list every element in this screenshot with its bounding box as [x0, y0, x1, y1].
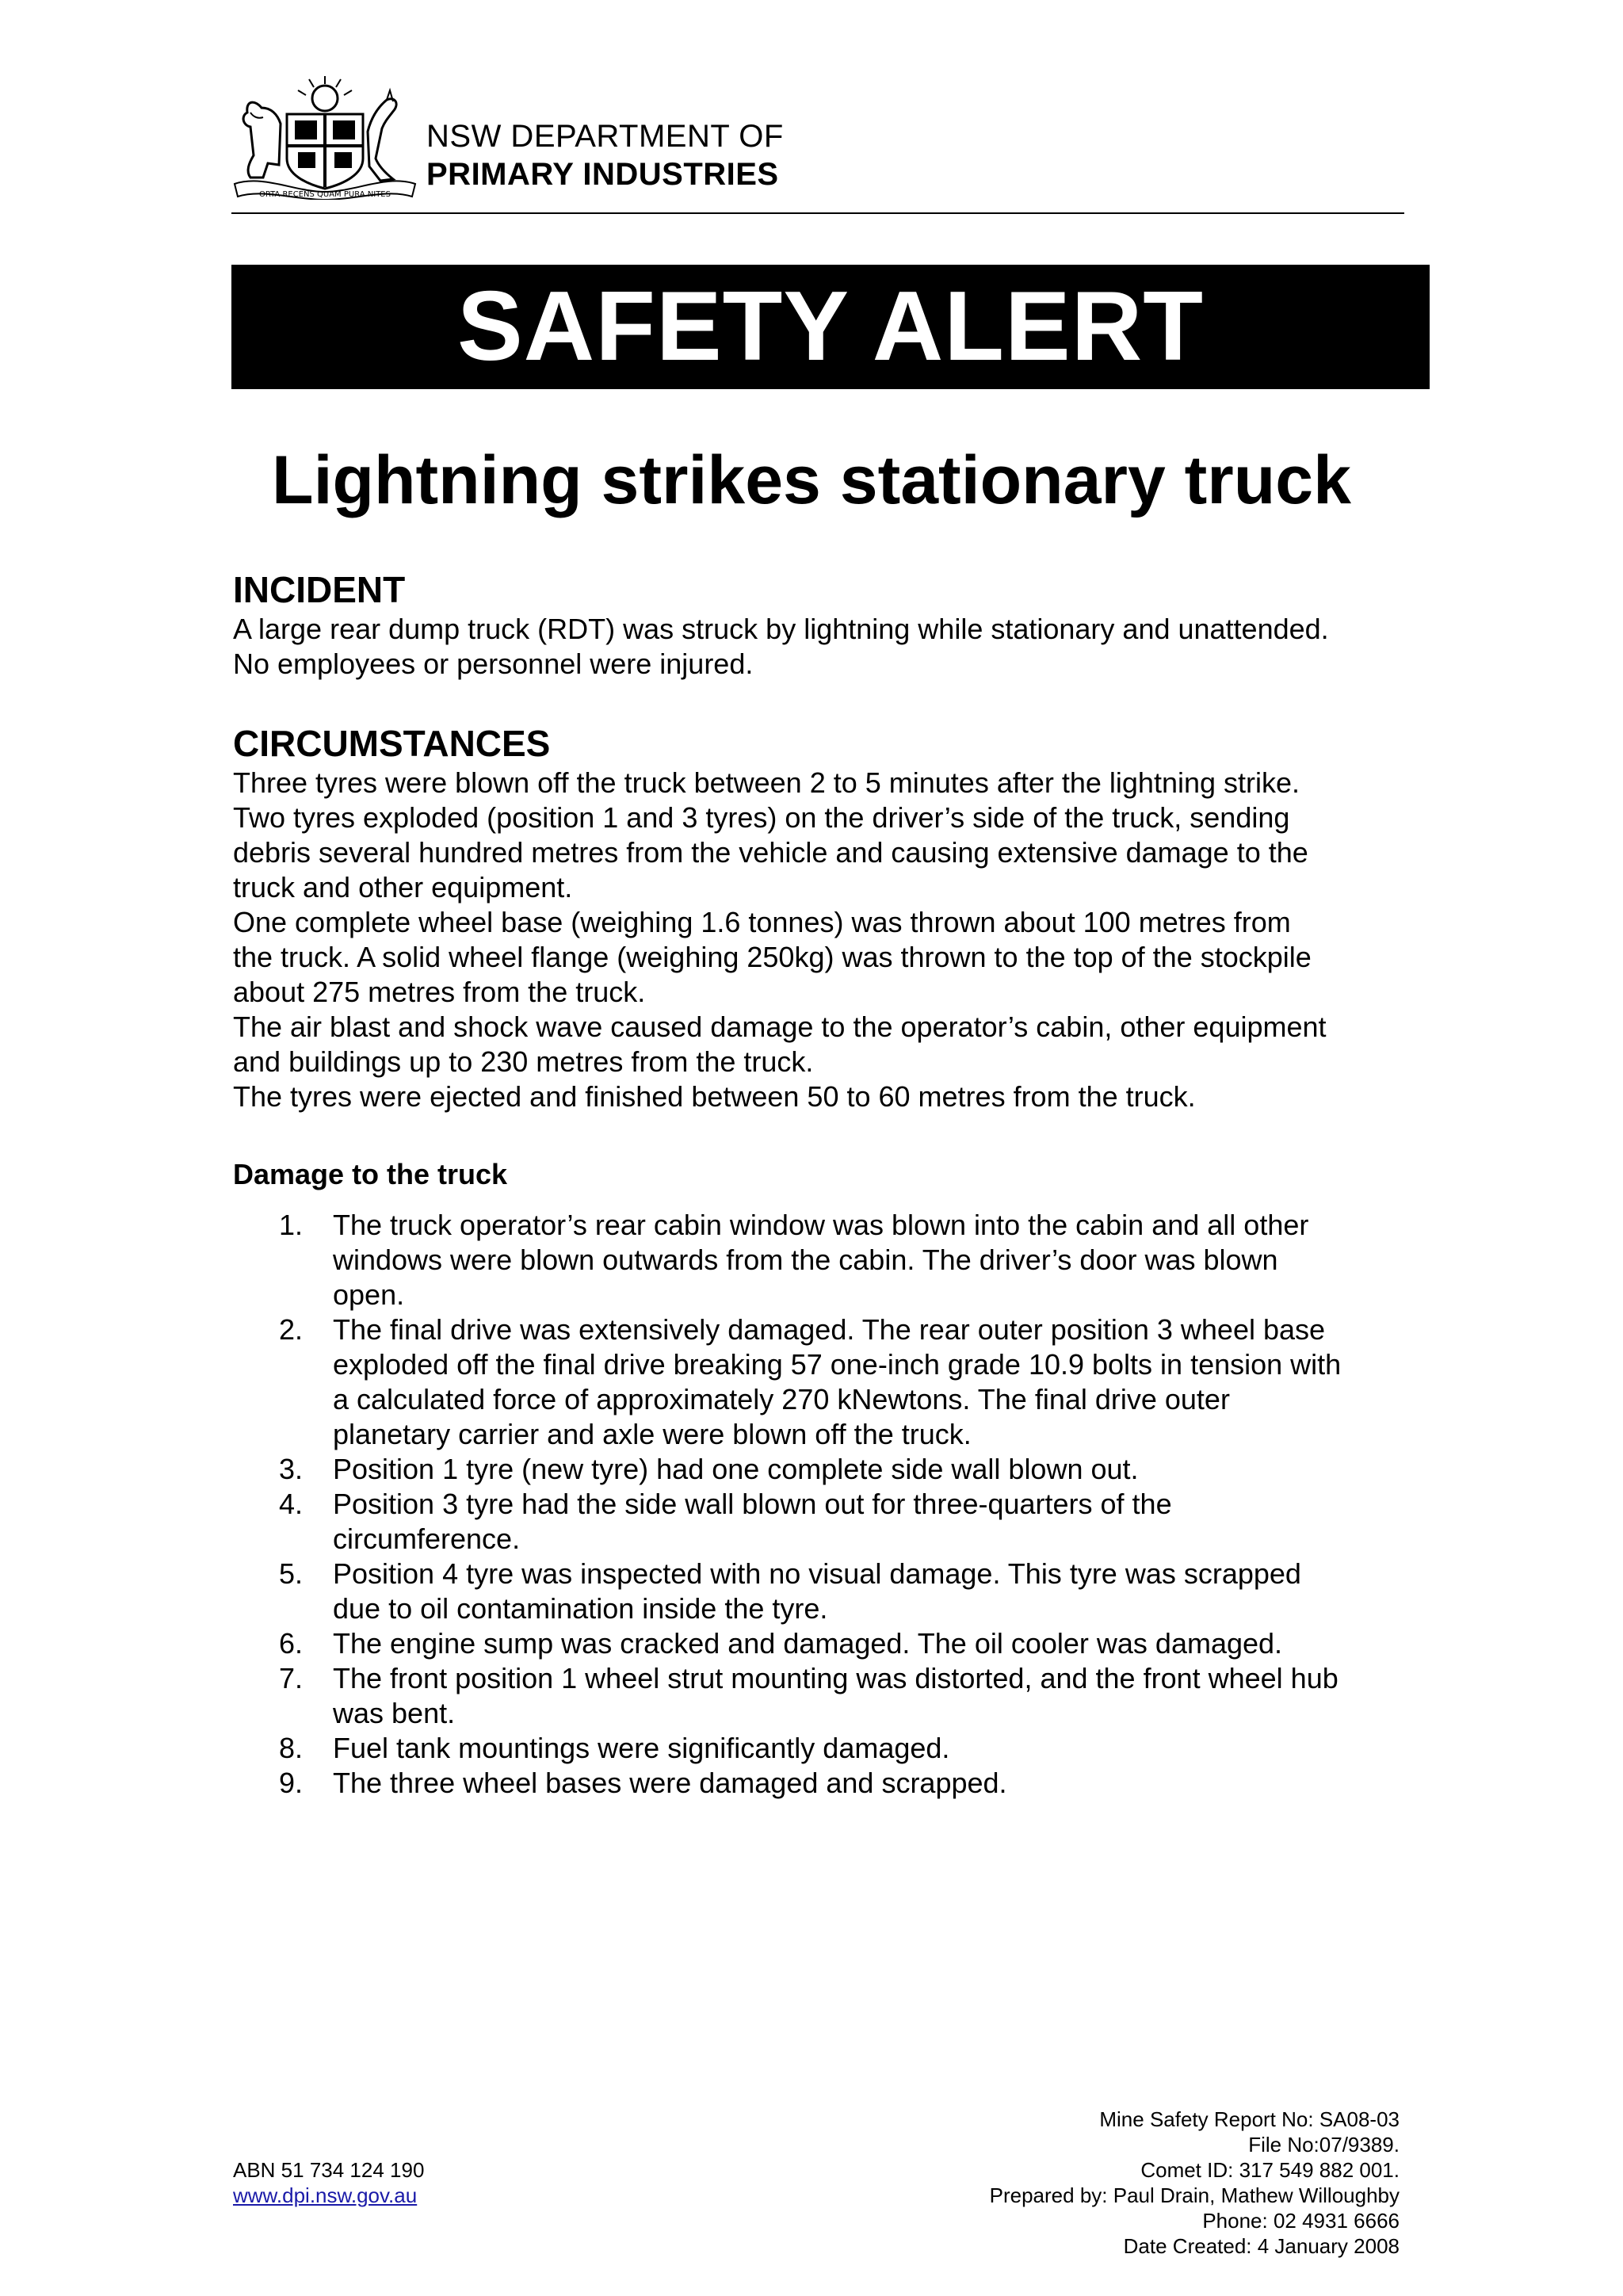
date-created: Date Created: 4 January 2008: [1123, 2234, 1400, 2258]
damage-list: [233, 1208, 1430, 1801]
list-item-line: circumference.: [333, 1522, 521, 1555]
circumstances-line: One complete wheel base (weighing 1.6 tonnes) was thrown about 100 metres from: [233, 906, 1291, 938]
damage-heading: Damage to the truck: [233, 1158, 508, 1190]
list-item-line: Position 3 tyre had the side wall blown out for three-quarters of the: [333, 1488, 1172, 1520]
damage-list-item: [233, 1731, 1430, 1766]
safety-alert-banner: SAFETY ALERT: [231, 265, 1430, 389]
list-item-number: 5.: [279, 1557, 304, 1590]
department-line-2: PRIMARY INDUSTRIES: [426, 157, 779, 192]
list-item-line: windows were blown outwards from the cabin. The driver’s door was blown: [333, 1244, 1278, 1276]
list-item-line: The engine sump was cracked and damaged. The oil cooler was damaged.: [333, 1627, 1283, 1660]
damage-list-item: [233, 1208, 1430, 1312]
circumstances-line: the truck. A solid wheel flange (weighing 250kg) was thrown to the top of the stockpile: [233, 941, 1312, 973]
list-item-line: The front position 1 wheel strut mounting was distorted, and the front wheel hub: [333, 1662, 1338, 1694]
abn-number: ABN 51 734 124 190: [233, 2158, 425, 2182]
prepared-by: Prepared by: Paul Drain, Mathew Willoughby: [989, 2183, 1400, 2207]
list-item-line: exploded off the final drive breaking 57 one-inch grade 10.9 bolts in tension with: [333, 1348, 1342, 1381]
list-item-number: 3.: [279, 1453, 304, 1485]
incident-text: [233, 612, 1430, 682]
circumstances-text: [233, 766, 1430, 1114]
list-item-line: The truck operator’s rear cabin window was blown into the cabin and all other: [333, 1209, 1309, 1241]
list-item-number: 1.: [279, 1209, 304, 1241]
circumstances-line: The tyres were ejected and finished between 50 to 60 metres from the truck.: [233, 1080, 1196, 1113]
list-item-line: Fuel tank mountings were significantly damaged.: [333, 1732, 950, 1764]
circumstances-line: Three tyres were blown off the truck between 2 to 5 minutes after the lightning strike.: [233, 766, 1300, 799]
header-divider: [231, 212, 1404, 214]
list-item-line: open.: [333, 1278, 405, 1311]
list-item-line: The final drive was extensively damaged. The rear outer position 3 wheel base: [333, 1313, 1326, 1346]
list-item-line: Position 4 tyre was inspected with no visual damage. This tyre was scrapped: [333, 1557, 1301, 1590]
document-title: Lightning strikes stationary truck: [272, 442, 1351, 518]
list-item-line: due to oil contamination inside the tyre.: [333, 1592, 828, 1625]
department-name: [426, 117, 784, 193]
damage-list-item: [233, 1452, 1430, 1487]
list-item-line: a calculated force of approximately 270 kNewtons. The final drive outer: [333, 1383, 1230, 1415]
incident-heading: INCIDENT: [233, 569, 406, 610]
nsw-crest-logo: [231, 76, 418, 200]
circumstances-line: and buildings up to 230 metres from the truck.: [233, 1045, 814, 1078]
incident-line: A large rear dump truck (RDT) was struck by lightning while stationary and unattended.: [233, 613, 1329, 645]
damage-list-item: [233, 1487, 1430, 1557]
list-item-number: 9.: [279, 1767, 304, 1799]
circumstances-line: Two tyres exploded (position 1 and 3 tyres) on the driver’s side of the truck, sending: [233, 801, 1290, 834]
list-item-line: was bent.: [333, 1697, 456, 1729]
list-item-line: The three wheel bases were damaged and scrapped.: [333, 1767, 1007, 1799]
list-item-number: 8.: [279, 1732, 304, 1764]
report-number: Mine Safety Report No: SA08-03: [1099, 2107, 1400, 2131]
list-item-number: 2.: [279, 1313, 304, 1346]
website-link[interactable]: www.dpi.nsw.gov.au: [233, 2183, 418, 2207]
list-item-line: planetary carrier and axle were blown off the truck.: [333, 1418, 972, 1450]
circumstances-line: truck and other equipment.: [233, 871, 573, 904]
circumstances-line: The air blast and shock wave caused damage to the operator’s cabin, other equipment: [233, 1010, 1327, 1043]
list-item-number: 4.: [279, 1488, 304, 1520]
list-item-number: 6.: [279, 1627, 304, 1660]
comet-id: Comet ID: 317 549 882 001.: [1140, 2158, 1400, 2182]
header: [231, 73, 1404, 216]
circumstances-line: about 275 metres from the truck.: [233, 976, 646, 1008]
list-item-number: 7.: [279, 1662, 304, 1694]
incident-line: No employees or personnel were injured.: [233, 648, 754, 680]
circumstances-heading: CIRCUMSTANCES: [233, 723, 551, 764]
damage-list-item: [233, 1312, 1430, 1452]
file-number: File No:07/9389.: [1248, 2133, 1400, 2157]
footer-left: [233, 2157, 424, 2208]
damage-list-item: [233, 1626, 1430, 1661]
department-line-1: NSW DEPARTMENT OF: [426, 119, 784, 154]
damage-list-item: [233, 1557, 1430, 1626]
damage-list-item: [233, 1766, 1430, 1801]
crest-motto: ORTA RECENS QUAM PURA NITES: [259, 190, 391, 199]
list-item-line: Position 1 tyre (new tyre) had one complete side wall blown out.: [333, 1453, 1139, 1485]
phone-number: Phone: 02 4931 6666: [1202, 2209, 1400, 2233]
damage-list-item: [233, 1661, 1430, 1731]
circumstances-line: debris several hundred metres from the vehicle and causing extensive damage to the: [233, 836, 1308, 869]
document-body: [233, 567, 1430, 1801]
footer-right: [990, 2107, 1400, 2259]
